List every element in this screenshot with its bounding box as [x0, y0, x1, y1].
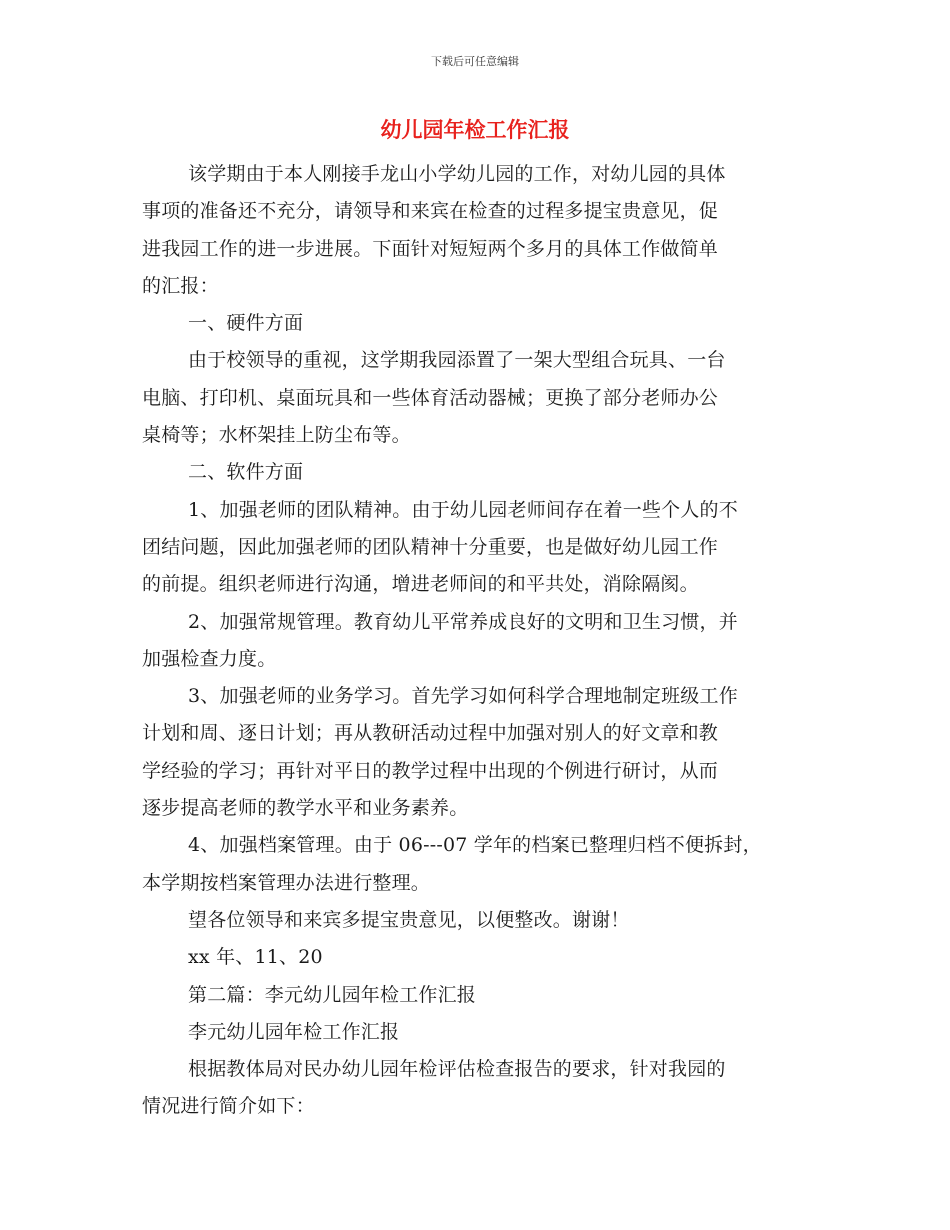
text-line: 学经验的学习；再针对平日的教学过程中出现的个例进行研讨，从而	[142, 759, 719, 782]
text-line: 一、硬件方面	[188, 312, 304, 335]
text-line: 逐步提高老师的教学水平和业务素养。	[142, 797, 469, 820]
document-title: 幼儿园年检工作汇报	[380, 118, 570, 142]
text-line: 二、软件方面	[188, 461, 304, 484]
text-line: 计划和周、逐日计划；再从教研活动过程中加强对别人的好文章和教	[142, 722, 719, 745]
text-line: 2、加强常规管理。教育幼儿平常养成良好的文明和卫生习惯，并	[188, 610, 738, 633]
text-line: 望各位领导和来宾多提宝贵意见，以便整改。谢谢！	[188, 908, 630, 931]
text-line: 根据教体局对民办幼儿园年检评估检查报告的要求，针对我园的	[188, 1058, 726, 1081]
text-line: 事项的准备还不充分，请领导和来宾在检查的过程多提宝贵意见，促	[142, 200, 719, 223]
text-line: 电脑、打印机、桌面玩具和一些体育活动器械；更换了部分老师办公	[142, 386, 719, 409]
text-line: 情况进行简介如下：	[142, 1095, 315, 1118]
text-line: 的汇报：	[142, 274, 219, 297]
text-line: 加强检查力度。	[142, 647, 277, 670]
text-line: 该学期由于本人刚接手龙山小学幼儿园的工作，对幼儿园的具体	[188, 163, 726, 185]
text-line: 3、加强老师的业务学习。首先学习如何科学合理地制定班级工作	[188, 685, 738, 708]
header-note: 下载后可任意编辑	[431, 55, 519, 68]
text-line: 的前提。组织老师进行沟通，增进老师间的和平共处，消除隔阂。	[142, 573, 699, 596]
document-body	[142, 156, 812, 1126]
text-line: 4、加强档案管理。由于 06---07 学年的档案已整理归档不便拆封，	[188, 834, 762, 857]
text-line: xx 年、11、20	[188, 946, 323, 969]
text-line: 团结问题，因此加强老师的团队精神十分重要，也是做好幼儿园工作	[142, 535, 719, 558]
text-line: 1、加强老师的团队精神。由于幼儿园老师间存在着一些个人的不	[188, 498, 738, 521]
text-line: 第二篇：李元幼儿园年检工作汇报	[188, 983, 477, 1006]
text-line: 本学期按档案管理办法进行整理。	[142, 871, 431, 894]
text-line: 李元幼儿园年检工作汇报	[188, 1020, 400, 1043]
text-line: 由于校领导的重视，这学期我园添置了一架大型组合玩具、一台	[188, 349, 726, 372]
text-line: 桌椅等；水杯架挂上防尘布等。	[142, 424, 411, 447]
text-line: 进我园工作的进一步进展。下面针对短短两个多月的具体工作做简单	[142, 237, 719, 260]
